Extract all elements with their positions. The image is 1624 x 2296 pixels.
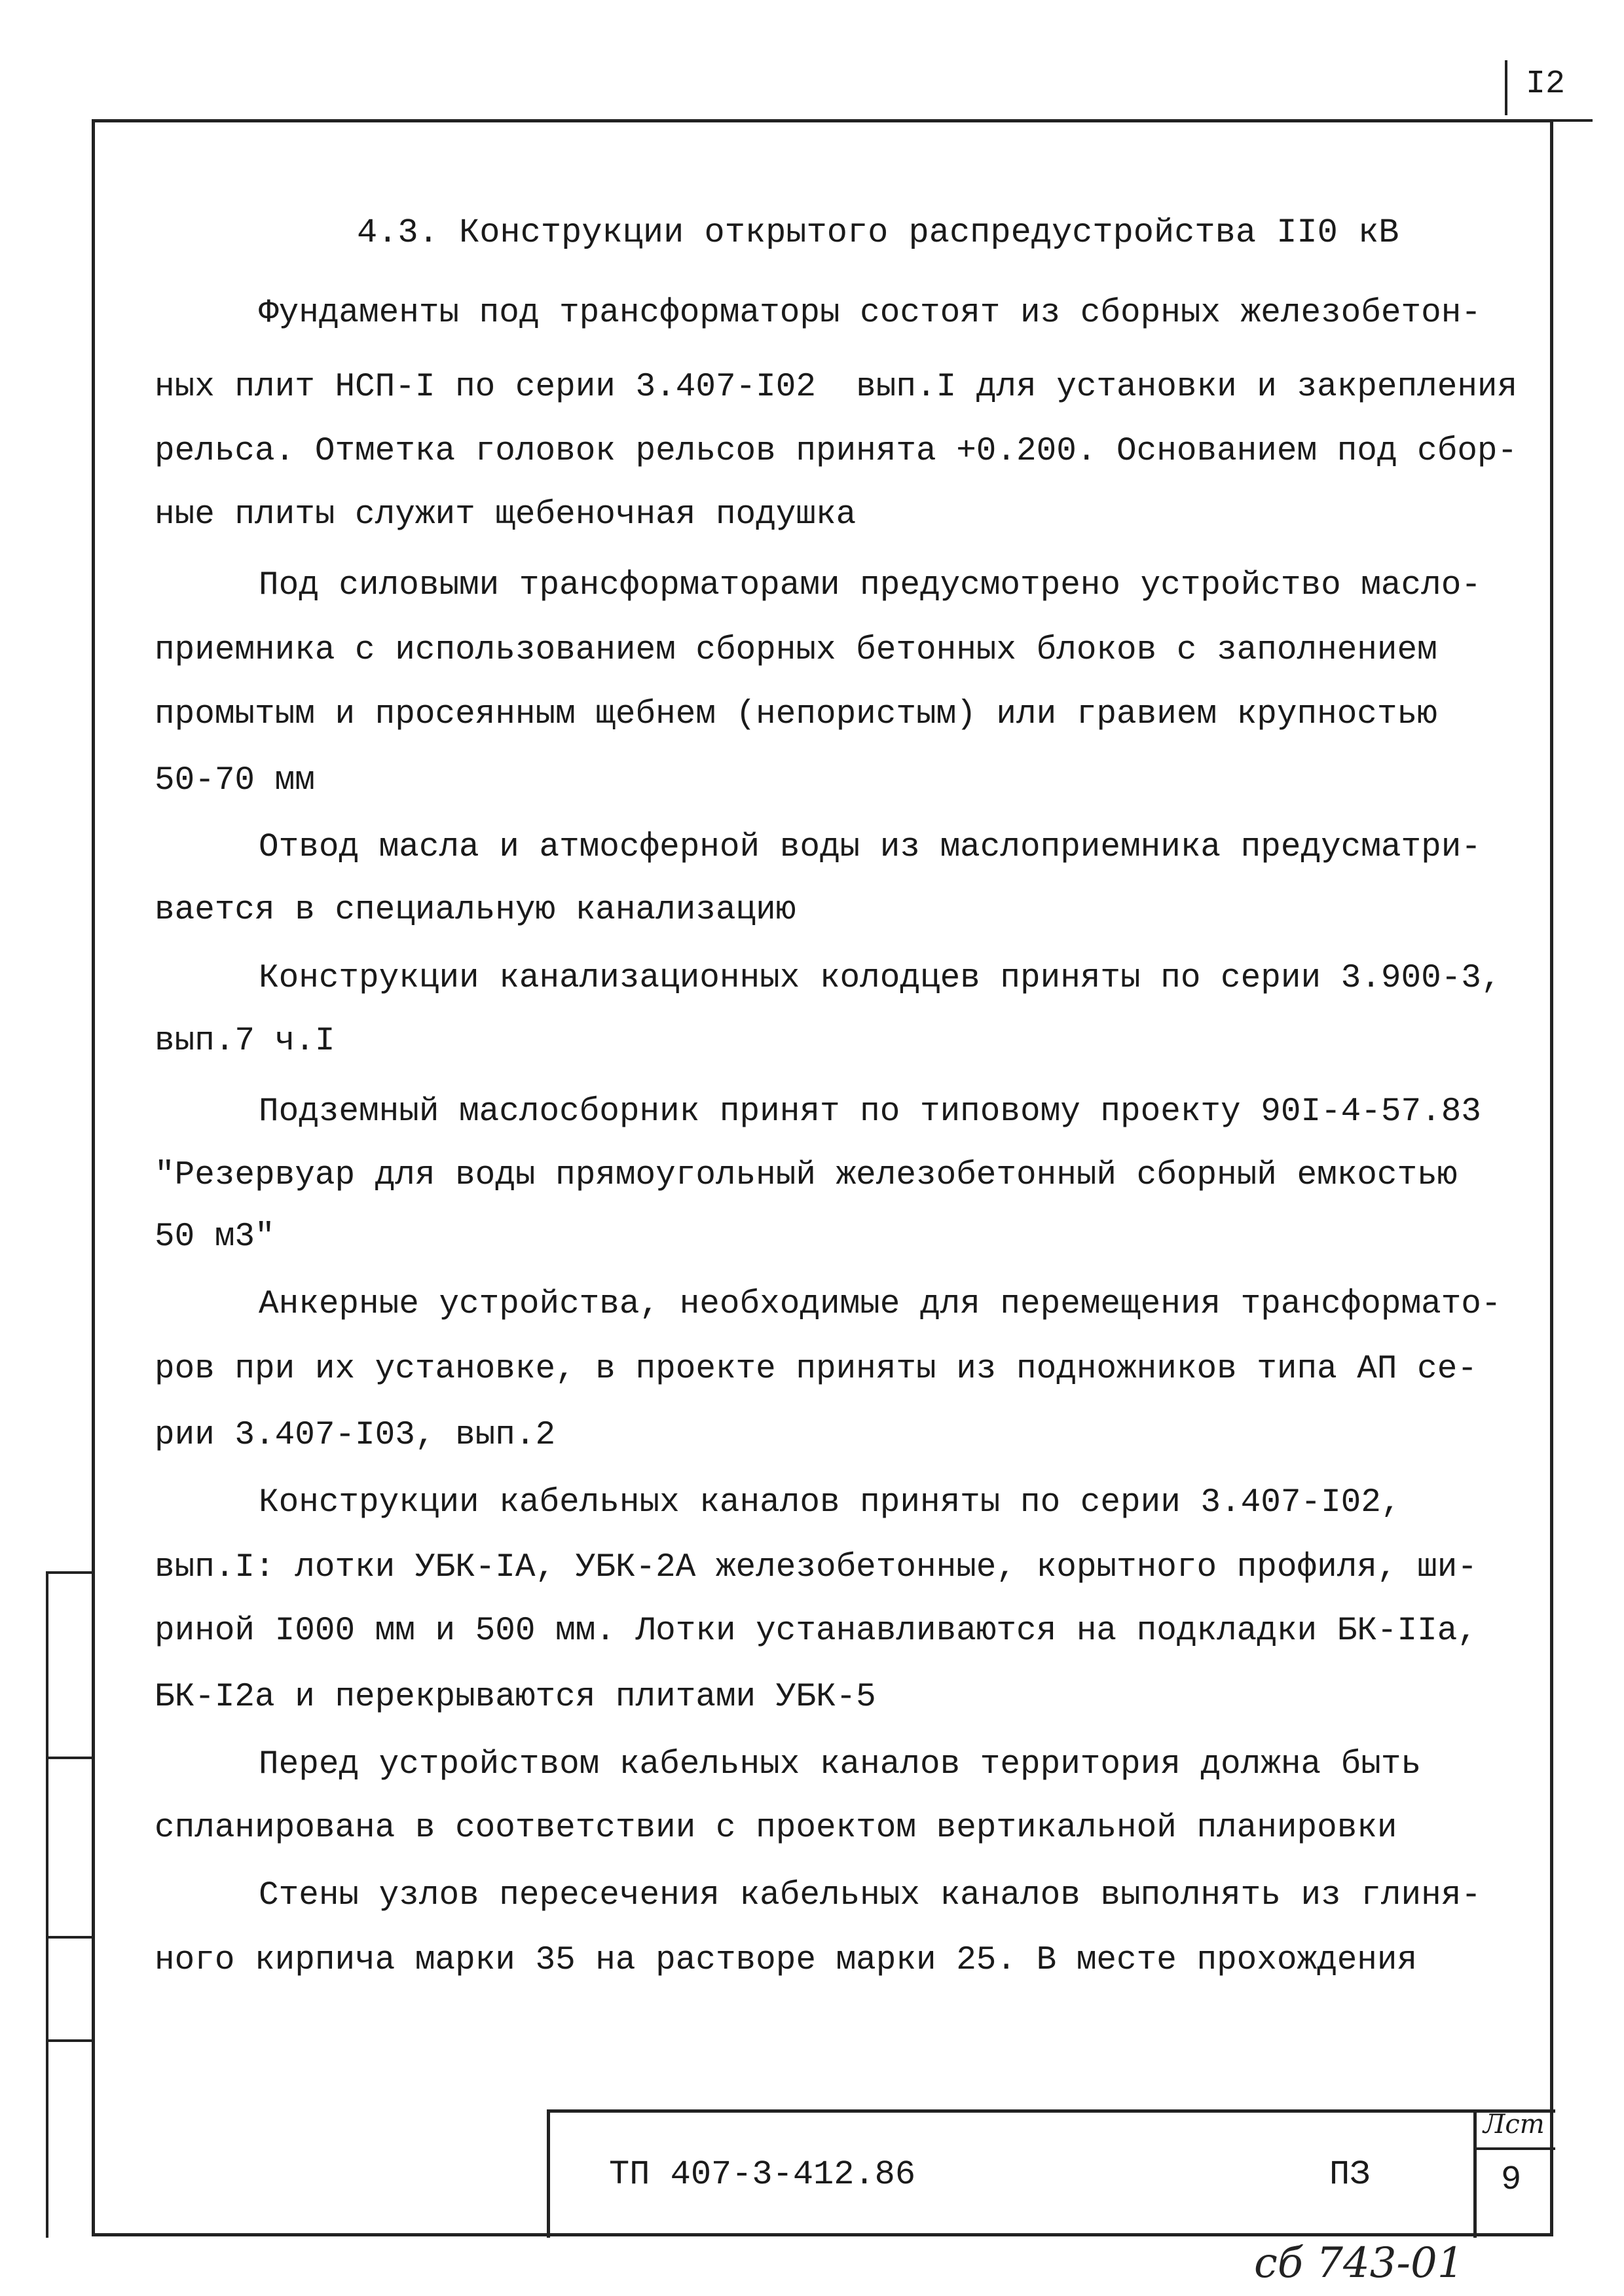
page-number: I2 (1526, 65, 1566, 103)
frame-top-extension (1552, 119, 1593, 122)
handwritten-note: сб 743-01 (1254, 2239, 1464, 2287)
paragraph-line: ных плит НСП-I по серии 3.407-I02 вып.I для установки и закрепления (155, 369, 1518, 406)
sheet-number-cell-divider (1473, 2147, 1555, 2150)
paragraph-line: риной I000 мм и 500 мм. Лотки устанавливаются на подкладки БК-IIa, (155, 1613, 1477, 1650)
paragraph-first-line: Фундаменты под трансформаторы состоят из сборных железобетон- (259, 295, 1481, 332)
binding-margin-strip (46, 1571, 95, 2238)
paragraph-line: вается в специальную канализацию (155, 892, 796, 929)
paragraph-line: спланирована в соответствии с проектом вертикальной планировки (155, 1810, 1397, 1847)
paragraph-first-line: Под силовыми трансформаторами предусмотрено устройство масло- (259, 567, 1481, 604)
paragraph-line: 50-70 мм (155, 762, 315, 799)
document-code: ТП 407-3-412.86 (609, 2155, 916, 2194)
paragraph-line: 50 м3" (155, 1218, 275, 1256)
paragraph-first-line: Подземный маслосборник принят по типовому проекту 90I-4-57.83 (259, 1093, 1481, 1131)
paragraph-line: рии 3.407-I03, вып.2 (155, 1417, 556, 1454)
paragraph-line: вып.I: лотки УБК-IA, УБК-2А железобетонные, корытного профиля, ши- (155, 1549, 1477, 1586)
binding-margin-divider (46, 2039, 95, 2042)
paragraph-line: рельса. Отметка головок рельсов принята +0.200. Основанием под сбор- (155, 433, 1518, 470)
sheet-number: 9 (1501, 2160, 1522, 2199)
binding-margin-divider (46, 1757, 95, 1759)
paragraph-first-line: Конструкции канализационных колодцев приняты по серии 3.900-3, (259, 960, 1502, 997)
paragraph-line: ров при их установке, в проекте приняты из подножников типа АП се- (155, 1351, 1477, 1388)
paragraph-line: БК-I2a и перекрываются плитами УБК-5 (155, 1679, 876, 1716)
sheet-label: Лст (1483, 2109, 1545, 2140)
document-type: ПЗ (1329, 2155, 1371, 2194)
paragraph-line: ного кирпича марки 35 на растворе марки 25. В месте прохождения (155, 1942, 1418, 1979)
paragraph-line: вып.7 ч.I (155, 1023, 335, 1060)
paragraph-first-line: Стены узлов пересечения кабельных каналов выполнять из глиня- (259, 1877, 1481, 1914)
binding-margin-divider (46, 1936, 95, 1939)
paragraph-line: приемника с использованием сборных бетонных блоков с заполнением (155, 632, 1437, 669)
page-number-rule (1505, 60, 1507, 115)
paragraph-line: промытым и просеянным щебнем (непористым) или гравием крупностью (155, 696, 1437, 733)
paragraph-line: ные плиты служит щебеночная подушка (155, 496, 857, 534)
section-heading: 4.3. Конструкции открытого распредустройства II0 кВ (357, 213, 1399, 252)
paragraph-line: "Резервуар для воды прямоугольный железобетонный сборный емкостью (155, 1157, 1458, 1194)
paragraph-first-line: Анкерные устройства, необходимые для перемещения трансформато- (259, 1286, 1502, 1323)
paragraph-first-line: Перед устройством кабельных каналов территория должна быть (259, 1746, 1422, 1783)
paragraph-first-line: Конструкции кабельных каналов приняты по серии 3.407-I02, (259, 1484, 1401, 1522)
paragraph-first-line: Отвод масла и атмосферной воды из маслоприемника предусматри- (259, 829, 1481, 866)
